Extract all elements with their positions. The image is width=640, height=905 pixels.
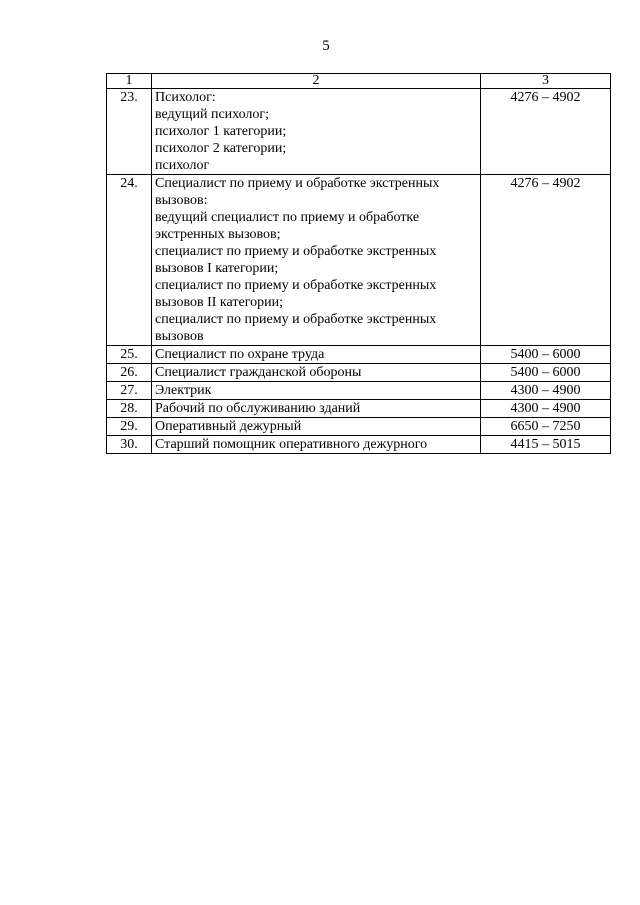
rate-cell: 4276 – 4902 xyxy=(481,175,611,346)
position-line: Психолог: xyxy=(155,90,216,105)
position-cell xyxy=(152,436,481,454)
table-row xyxy=(107,436,611,454)
row-number: 24. xyxy=(107,175,152,346)
position-cell xyxy=(152,382,481,400)
table-header-row xyxy=(107,74,611,89)
table-row xyxy=(107,382,611,400)
row-number: 23. xyxy=(107,89,152,175)
position-line: Старший помощник оперативного дежурного xyxy=(155,437,428,452)
table-row xyxy=(107,364,611,382)
position-cell xyxy=(152,175,481,346)
position-line: Специалист гражданской обороны xyxy=(155,365,362,380)
row-number: 25. xyxy=(107,346,152,364)
header-cell-number: 1 xyxy=(107,74,152,89)
position-line: вызовов: xyxy=(155,193,208,208)
position-line: психолог xyxy=(155,158,210,173)
header-cell-rate: 3 xyxy=(481,74,611,89)
position-cell xyxy=(152,346,481,364)
row-number: 28. xyxy=(107,400,152,418)
position-cell xyxy=(152,364,481,382)
row-number: 30. xyxy=(107,436,152,454)
position-line: психолог 2 категории; xyxy=(155,141,287,156)
position-line: специалист по приему и обработке экстренных xyxy=(155,312,437,327)
position-line: специалист по приему и обработке экстренных xyxy=(155,278,437,293)
position-line: ведущий психолог; xyxy=(155,107,270,122)
position-line: психолог 1 категории; xyxy=(155,124,287,139)
position-cell xyxy=(152,418,481,436)
table-row xyxy=(107,175,611,346)
table-row xyxy=(107,400,611,418)
table-row xyxy=(107,89,611,175)
rate-cell: 6650 – 7250 xyxy=(481,418,611,436)
position-line: Специалист по приему и обработке экстренных xyxy=(155,176,440,191)
position-line: вызовов II категории; xyxy=(155,295,283,310)
position-line: специалист по приему и обработке экстренных xyxy=(155,244,437,259)
position-cell xyxy=(152,89,481,175)
position-line: ведущий специалист по приему и обработке xyxy=(155,210,420,225)
table-row xyxy=(107,418,611,436)
position-line: экстренных вызовов; xyxy=(155,227,281,242)
position-line: Оперативный дежурный xyxy=(155,419,302,434)
position-line: вызовов xyxy=(155,329,204,344)
table-row xyxy=(107,346,611,364)
position-line: Рабочий по обслуживанию зданий xyxy=(155,401,361,416)
rate-cell: 4276 – 4902 xyxy=(481,89,611,175)
rate-cell: 4300 – 4900 xyxy=(481,400,611,418)
rate-cell: 5400 – 6000 xyxy=(481,364,611,382)
rate-cell: 4300 – 4900 xyxy=(481,382,611,400)
header-cell-position: 2 xyxy=(152,74,481,89)
position-cell xyxy=(152,400,481,418)
row-number: 26. xyxy=(107,364,152,382)
position-line: Специалист по охране труда xyxy=(155,347,325,362)
rate-cell: 4415 – 5015 xyxy=(481,436,611,454)
page-number: 5 xyxy=(322,38,330,54)
position-line: вызовов I категории; xyxy=(155,261,279,276)
position-line: Электрик xyxy=(155,383,212,398)
row-number: 29. xyxy=(107,418,152,436)
row-number: 27. xyxy=(107,382,152,400)
positions-table xyxy=(106,73,611,454)
rate-cell: 5400 – 6000 xyxy=(481,346,611,364)
